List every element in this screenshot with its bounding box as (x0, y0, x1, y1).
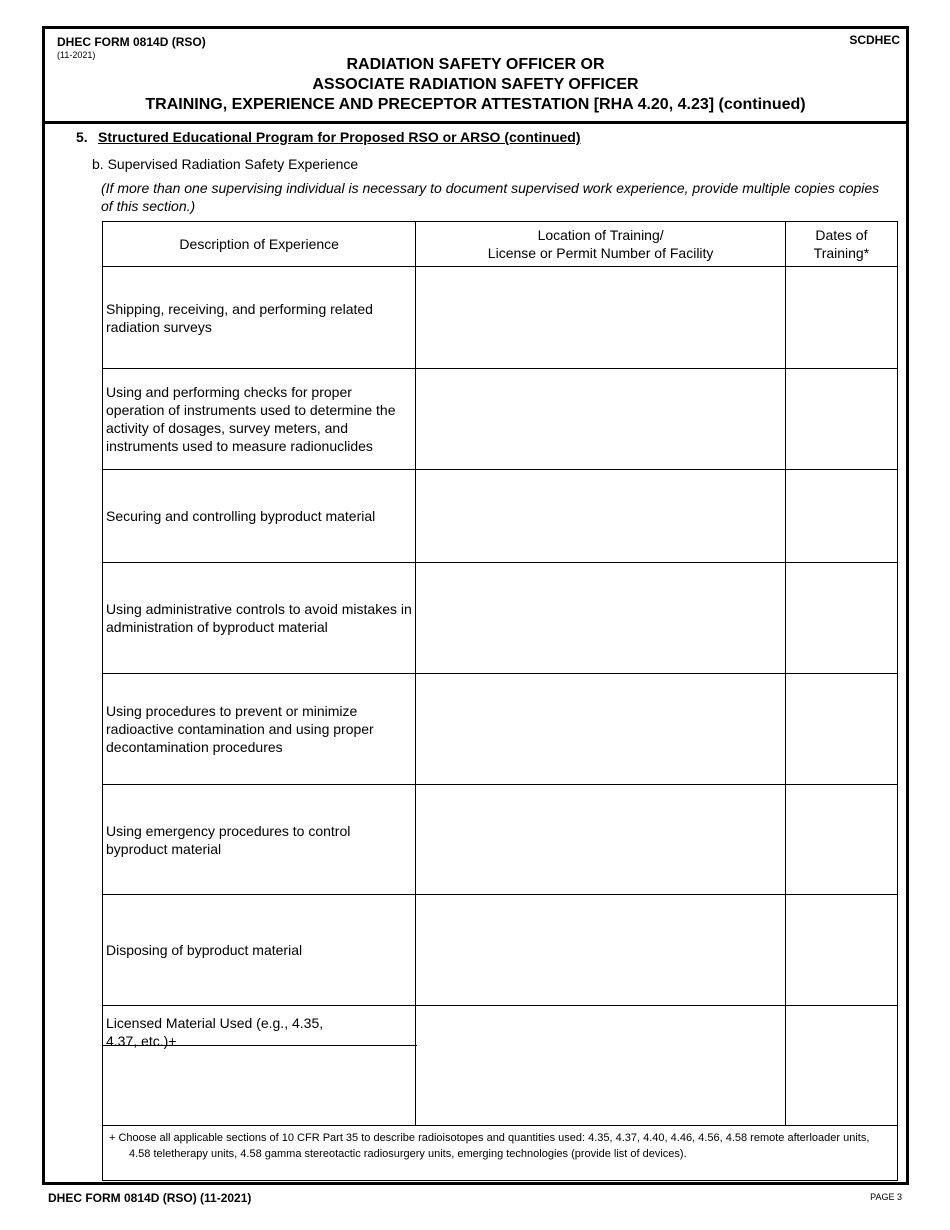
form-header (45, 29, 906, 124)
row-description: Shipping, receiving, and performing related radiation surveys (103, 267, 416, 369)
licensed-material-cell (103, 1006, 416, 1126)
licensed-material-field[interactable] (103, 1046, 415, 1124)
row-description: Securing and controlling byproduct material (103, 470, 416, 563)
footnote-cell (103, 1126, 898, 1181)
section-number: 5. (76, 129, 88, 145)
header-dates (785, 222, 897, 267)
table-row (103, 895, 898, 1006)
row-description: Using emergency procedures to control byproduct material (103, 785, 416, 895)
table-row (103, 470, 898, 563)
footnote-text: + Choose all applicable sections of 10 CFR Part 35 to describe radioisotopes and quantities used: 4.35, 4.37, 4.40, 4.46, 4.56, 4.58 remote afterloader units, 4.58 teletherapy units, 4.58 gamma stereotactic radiosurgery units, emerging technologies (provide list of devices). (109, 1132, 870, 1160)
row-location-field[interactable] (416, 267, 785, 369)
licensed-material-label-line-1: Licensed Material Used (e.g., 4.35, (106, 1015, 324, 1031)
section-heading (76, 129, 581, 145)
form-id: DHEC FORM 0814D (RSO) (57, 35, 206, 49)
form-title-line-1: RADIATION SAFETY OFFICER OR (346, 56, 605, 73)
row-description: Disposing of byproduct material (103, 895, 416, 1006)
section-title: Structured Educational Program for Proposed RSO or ARSO (continued) (98, 129, 581, 145)
row-dates-field[interactable] (785, 369, 897, 470)
row-location-field[interactable] (416, 785, 785, 895)
table-row (103, 369, 898, 470)
row-location-field[interactable] (416, 470, 785, 563)
header-location (416, 222, 785, 267)
row-description: Using administrative controls to avoid mistakes in administration of byproduct material (103, 563, 416, 674)
licensed-material-dates-field[interactable] (785, 1006, 897, 1126)
experience-table (102, 221, 898, 1181)
section-note: (If more than one supervising individual is necessary to document supervised work experience, provide multiple copies copies of this section.) (101, 180, 880, 214)
row-description: Using procedures to prevent or minimize radioactive contamination and using proper decontamination procedures (103, 674, 416, 785)
licensed-material-location-field[interactable] (416, 1006, 785, 1126)
form-frame (42, 26, 909, 1185)
header-location-line-1: Location of Training/ (537, 227, 664, 243)
table-row (103, 563, 898, 674)
header-dates-line-1: Dates of (815, 227, 868, 243)
table-header-row (103, 222, 898, 267)
row-dates-field[interactable] (785, 785, 897, 895)
form-title-line-3: TRAINING, EXPERIENCE AND PRECEPTOR ATTESTATION [RHA 4.20, 4.23] (continued) (145, 96, 806, 113)
row-location-field[interactable] (416, 369, 785, 470)
footer-page-number: PAGE 3 (870, 1192, 902, 1202)
licensed-material-row (103, 1006, 898, 1126)
row-location-field[interactable] (416, 563, 785, 674)
row-dates-field[interactable] (785, 895, 897, 1006)
row-location-field[interactable] (416, 895, 785, 1006)
licensed-material-label-line-2: 4.37, etc.)+ (106, 1033, 177, 1049)
row-dates-field[interactable] (785, 267, 897, 369)
table-row (103, 785, 898, 895)
row-dates-field[interactable] (785, 674, 897, 785)
form-revision: (11-2021) (57, 50, 96, 60)
header-location-line-2: License or Permit Number of Facility (487, 245, 714, 261)
row-description: Using and performing checks for proper operation of instruments used to determine the activity of dosages, survey meters, and instruments used to measure radionuclides (103, 369, 416, 470)
header-dates-line-2: Training* (813, 245, 870, 261)
table-row (103, 267, 898, 369)
footnote-row (103, 1126, 898, 1181)
form-title-line-2: ASSOCIATE RADIATION SAFETY OFFICER (312, 76, 639, 93)
table-row (103, 674, 898, 785)
agency-name: SCDHEC (849, 33, 900, 47)
row-dates-field[interactable] (785, 563, 897, 674)
row-dates-field[interactable] (785, 470, 897, 563)
footer-form-label: DHEC FORM 0814D (RSO) (11-2021) (48, 1191, 252, 1205)
row-location-field[interactable] (416, 674, 785, 785)
licensed-material-label (103, 1006, 417, 1049)
header-description: Description of Experience (103, 222, 416, 267)
subsection-heading: b. Supervised Radiation Safety Experience (92, 156, 359, 172)
